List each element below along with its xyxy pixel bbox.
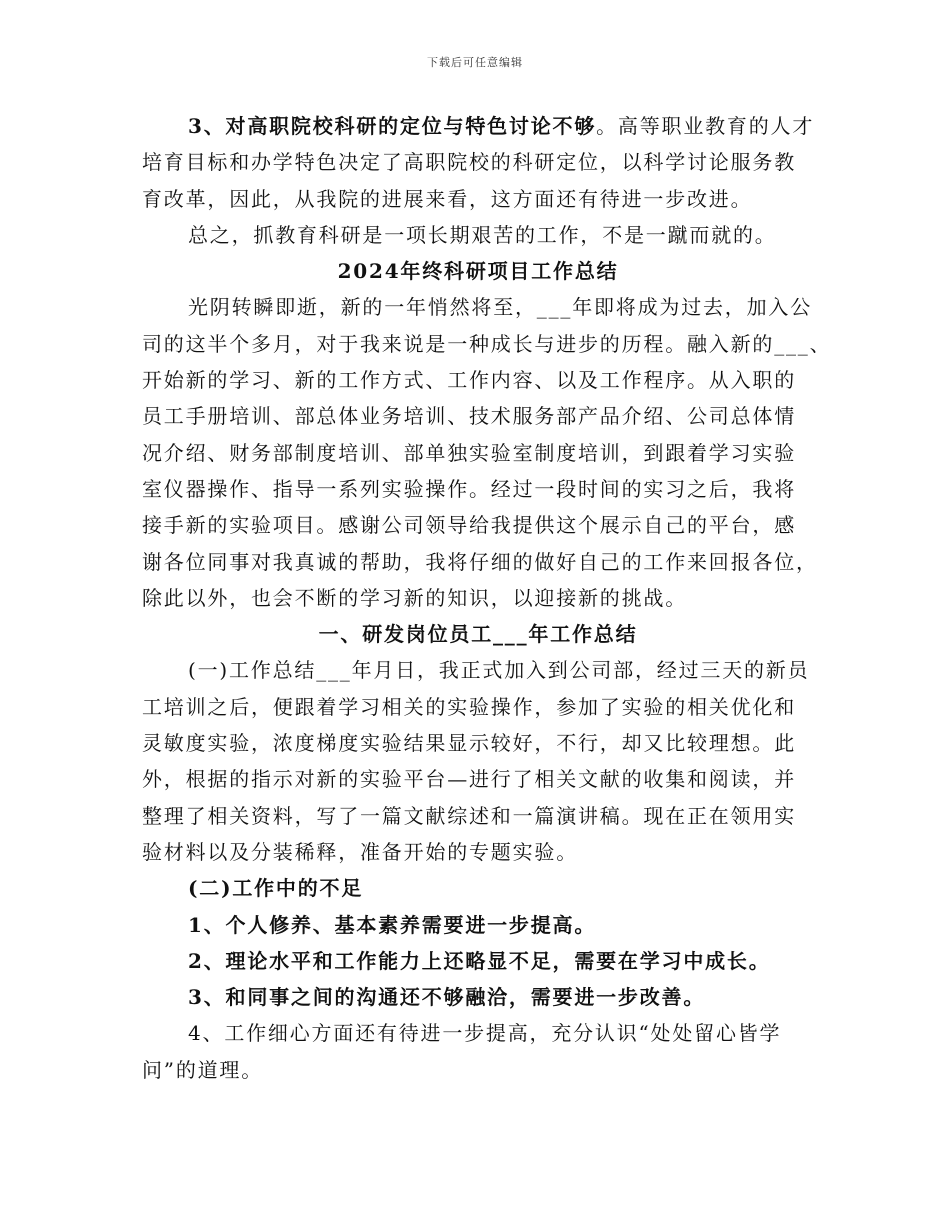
paragraph-text: 。高等职业教育的人才 <box>596 114 815 138</box>
paragraph-line: 验材料以及分装稀释，准备开始的专题实验。 <box>142 839 578 864</box>
paragraph-line: 室仪器操作、指导一系列实验操作。经过一段时间的实习之后，我将 <box>142 476 796 501</box>
paragraph-line: 问”的道理。 <box>142 1057 264 1082</box>
bold-lead-text: 3、对高职院校科研的定位与特色讨论不够 <box>188 114 597 138</box>
paragraph-line: 育改革，因此，从我院的进展来看，这方面还有待进一步改进。 <box>142 186 753 211</box>
list-item: 3、和同事之间的沟通还不够融洽，需要进一步改善。 <box>188 985 706 1010</box>
paragraph-line: 培育目标和办学特色决定了高职院校的科研定位，以科学讨论服务教 <box>142 150 796 175</box>
paragraph-line: (一)工作总结___年月日，我正式加入到公司部，经过三天的新员 <box>188 658 810 683</box>
section-title: 2024年终科研项目工作总结 <box>337 259 619 284</box>
document-body <box>142 108 832 1088</box>
paragraph-line: 灵敏度实验，浓度梯度实验结果显示较好，不行，却又比较理想。此 <box>142 731 796 756</box>
section-title: 一、研发岗位员工___年工作总结 <box>318 622 638 647</box>
paragraph-line: 工培训之后，便跟着学习相关的实验操作，参加了实验的相关优化和 <box>142 694 796 719</box>
paragraph-line: 况介绍、财务部制度培训、部单独实验室制度培训，到跟着学习实验 <box>142 440 796 465</box>
paragraph-line: 司的这半个多月，对于我来说是一种成长与进步的历程。融入新的___、 <box>142 331 832 356</box>
paragraph-line: 光阴转瞬即逝，新的一年悄然将至，___年即将成为过去，加入公 <box>188 295 812 320</box>
paragraph-line: 开始新的学习、新的工作方式、工作内容、以及工作程序。从入职的 <box>142 368 796 393</box>
paragraph-line: 谢各位同事对我真诚的帮助，我将仔细的做好自己的工作来回报各位， <box>142 549 818 574</box>
list-item: 4、工作细心方面还有待进一步提高，充分认识“处处留心皆学 <box>188 1021 782 1046</box>
paragraph-line: 除此以外，也会不断的学习新的知识，以迎接新的挑战。 <box>142 585 687 610</box>
paragraph-line: 接手新的实验项目。感谢公司领导给我提供这个展示自己的平台，感 <box>142 513 796 538</box>
paragraph-line <box>142 108 814 144</box>
paragraph-line: 总之，抓教育科研是一项长期艰苦的工作，不是一蹴而就的。 <box>188 222 777 247</box>
subsection-heading: (二)工作中的不足 <box>188 876 364 901</box>
paragraph-line: 员工手册培训、部总体业务培训、技术服务部产品介绍、公司总体情 <box>142 404 796 429</box>
paragraph-line: 整理了相关资料，写了一篇文献综述和一篇演讲稿。现在正在领用实 <box>142 803 796 828</box>
list-item: 1、个人修养、基本素养需要进一步提高。 <box>188 912 597 937</box>
paragraph-line: 外，根据的指示对新的实验平台—进行了相关文献的收集和阅读，并 <box>142 767 796 792</box>
page-header: 下载后可任意编辑 <box>427 56 523 69</box>
list-item: 2、理论水平和工作能力上还略显不足，需要在学习中成长。 <box>188 948 771 973</box>
